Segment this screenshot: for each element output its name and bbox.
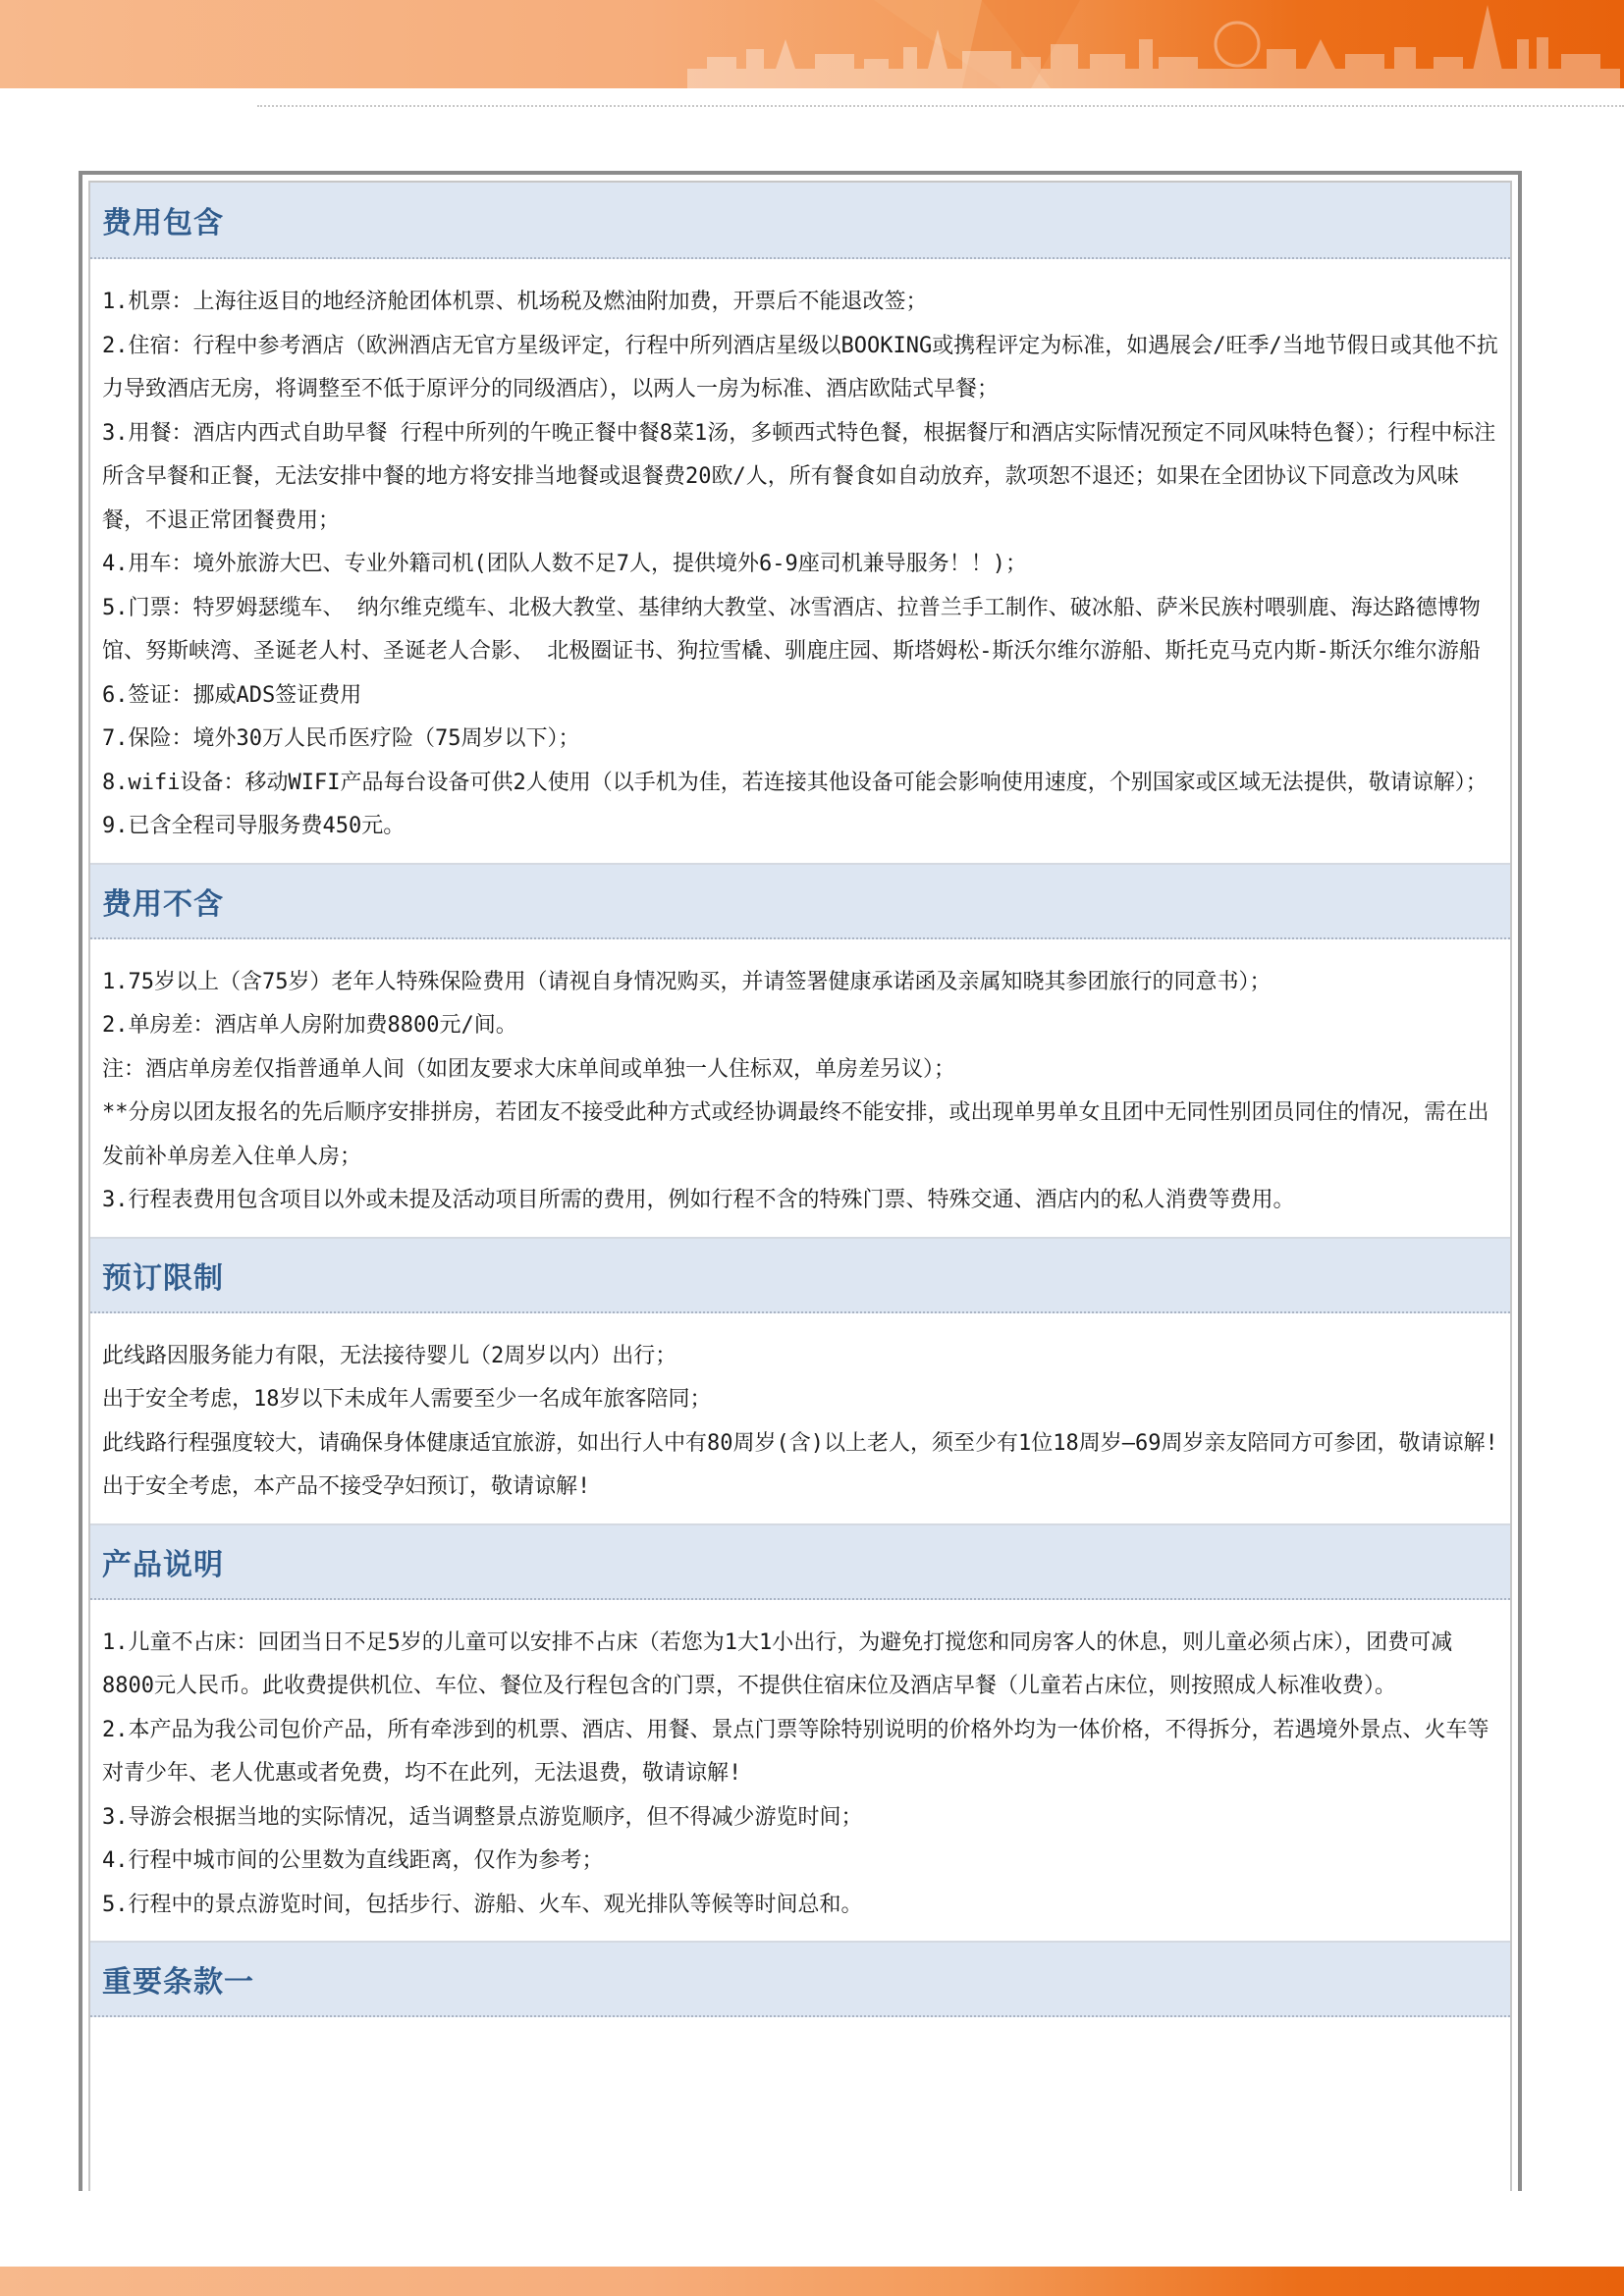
section-body bbox=[90, 1600, 1510, 1942]
list-item: 6.签证：挪威ADS签证费用 bbox=[102, 682, 362, 708]
section-header bbox=[90, 1941, 1510, 2017]
list-item: 3.行程表费用包含项目以外或未提及活动项目所需的费用，例如行程不含的特殊门票、特殊交通、酒店内的私人消费等费用。 bbox=[102, 1188, 1295, 1212]
list-item: 1.75岁以上（含75岁）老年人特殊保险费用（请视自身情况购买，并请签署健康承诺函及亲属知晓其参团旅行的同意书）； bbox=[102, 969, 1272, 994]
list-item: 4.行程中城市间的公里数为直线距离，仅作为参考； bbox=[102, 1848, 604, 1873]
section-important-terms-1 bbox=[90, 1941, 1510, 2017]
list-item: 1.机票：上海往返目的地经济舱团体机票、机场税及燃油附加费，开票后不能退改签； bbox=[102, 290, 928, 314]
content-table bbox=[88, 181, 1512, 2191]
section-title: 费用不含 bbox=[102, 886, 224, 922]
section-body bbox=[90, 939, 1510, 1237]
list-item: 此线路因服务能力有限，无法接待婴儿（2周岁以内）出行； bbox=[102, 1343, 677, 1368]
section-header bbox=[90, 183, 1510, 259]
section-title: 产品说明 bbox=[102, 1547, 224, 1582]
section-fees-excluded bbox=[90, 863, 1510, 1237]
list-item: 出于安全考虑，18岁以下未成年人需要至少一名成年旅客陪同； bbox=[102, 1387, 712, 1412]
list-item: 1.儿童不占床：回团当日不足5岁的儿童可以安排不占床（若您为1大1小出行，为避免打搅您和同房客人的休息，则儿童必须占床），团费可减8800元人民币。此收费提供机位、车位、餐位及行程包含的门票，不提供住宿床位及酒店早餐（儿童若占床位，则按照成人标准收费）。 bbox=[102, 1629, 1453, 1698]
section-booking-restrictions bbox=[90, 1237, 1510, 1523]
section-header bbox=[90, 1523, 1510, 1600]
section-body bbox=[90, 259, 1510, 863]
list-item: **分房以团友报名的先后顺序安排拼房，若团友不接受此种方式或经协调最终不能安排，或出现单男单女且团中无同性别团员同住的情况，需在出发前补单房差入住单人房； bbox=[102, 1100, 1489, 1169]
section-title: 预订限制 bbox=[102, 1260, 224, 1296]
list-item: 3.用餐：酒店内西式自助早餐 行程中所列的午晚正餐中餐8菜1汤，多顿西式特色餐，根据餐厅和酒店实际情况预定不同风味特色餐）；行程中标注所含早餐和正餐，无法安排中餐的地方将安排当地餐或退餐费20欧/人，所有餐食如自动放弃，款项恕不退还；如果在全团协议下同意改为风味餐，不退正常团餐费用； bbox=[102, 420, 1496, 533]
section-title: 重要条款一 bbox=[102, 1965, 254, 2000]
list-item: 5.行程中的景点游览时间，包括步行、游船、火车、观光排队等候等时间总和。 bbox=[102, 1892, 863, 1917]
section-body bbox=[90, 1313, 1510, 1523]
header-divider bbox=[257, 105, 1624, 107]
list-item: 5.门票：特罗姆瑟缆车、 纳尔维克缆车、北极大教堂、基律纳大教堂、冰雪酒店、拉普兰手工制作、破冰船、萨米民族村喂驯鹿、海达路德博物馆、努斯峡湾、圣诞老人村、圣诞老人合影、 北极圈证书、狗拉雪橇、驯鹿庄园、斯塔姆松-斯沃尔维尔游船、斯托克马克内斯-斯沃尔维尔游船 bbox=[102, 595, 1481, 664]
list-item: 出于安全考虑，本产品不接受孕妇预订，敬请谅解! bbox=[102, 1474, 591, 1499]
section-product-notes bbox=[90, 1523, 1510, 1942]
section-title: 费用包含 bbox=[102, 206, 224, 240]
list-item: 3.导游会根据当地的实际情况，适当调整景点游览顺序，但不得减少游览时间； bbox=[102, 1804, 863, 1830]
top-decorative-banner bbox=[0, 0, 1624, 88]
city-skyline-icon bbox=[0, 0, 1624, 88]
list-item: 7.保险：境外30万人民币医疗险（75周岁以下）； bbox=[102, 726, 580, 751]
list-item: 8.wifi设备：移动WIFI产品每台设备可供2人使用（以手机为佳，若连接其他设备可能会影响使用速度，个别国家或区域无法提供，敬请谅解）； bbox=[102, 770, 1488, 795]
list-item: 2.住宿：行程中参考酒店（欧洲酒店无官方星级评定，行程中所列酒店星级以BOOKING或携程评定为标准，如遇展会/旺季/当地节假日或其他不抗力导致酒店无房，将调整至不低于原评分的同级酒店），以两人一房为标准、酒店欧陆式早餐； bbox=[102, 333, 1498, 401]
list-item: 注：酒店单房差仅指普通单人间（如团友要求大床单间或单独一人住标双，单房差另议）； bbox=[102, 1056, 956, 1082]
bottom-decorative-banner bbox=[0, 2267, 1624, 2296]
content-frame bbox=[79, 171, 1522, 2191]
list-item: 2.单房差：酒店单人房附加费8800元/间。 bbox=[102, 1013, 517, 1038]
list-item: 此线路行程强度较大，请确保身体健康适宜旅游，如出行人中有80周岁(含)以上老人，须至少有1位18周岁—69周岁亲友陪同方可参团，敬请谅解! bbox=[102, 1430, 1498, 1456]
list-item: 9.已含全程司导服务费450元。 bbox=[102, 814, 406, 838]
list-item: 2.本产品为我公司包价产品，所有牵涉到的机票、酒店、用餐、景点门票等除特别说明的价格外均为一体价格，不得拆分，若遇境外景点、火车等对青少年、老人优惠或者免费，均不在此列，无法退费，敬请谅解! bbox=[102, 1717, 1489, 1786]
list-item: 4.用车：境外旅游大巴、专业外籍司机(团队人数不足7人，提供境外6-9座司机兼导服务！！)； bbox=[102, 552, 1027, 576]
section-fees-included bbox=[90, 183, 1510, 863]
section-header bbox=[90, 1237, 1510, 1313]
section-header bbox=[90, 863, 1510, 939]
